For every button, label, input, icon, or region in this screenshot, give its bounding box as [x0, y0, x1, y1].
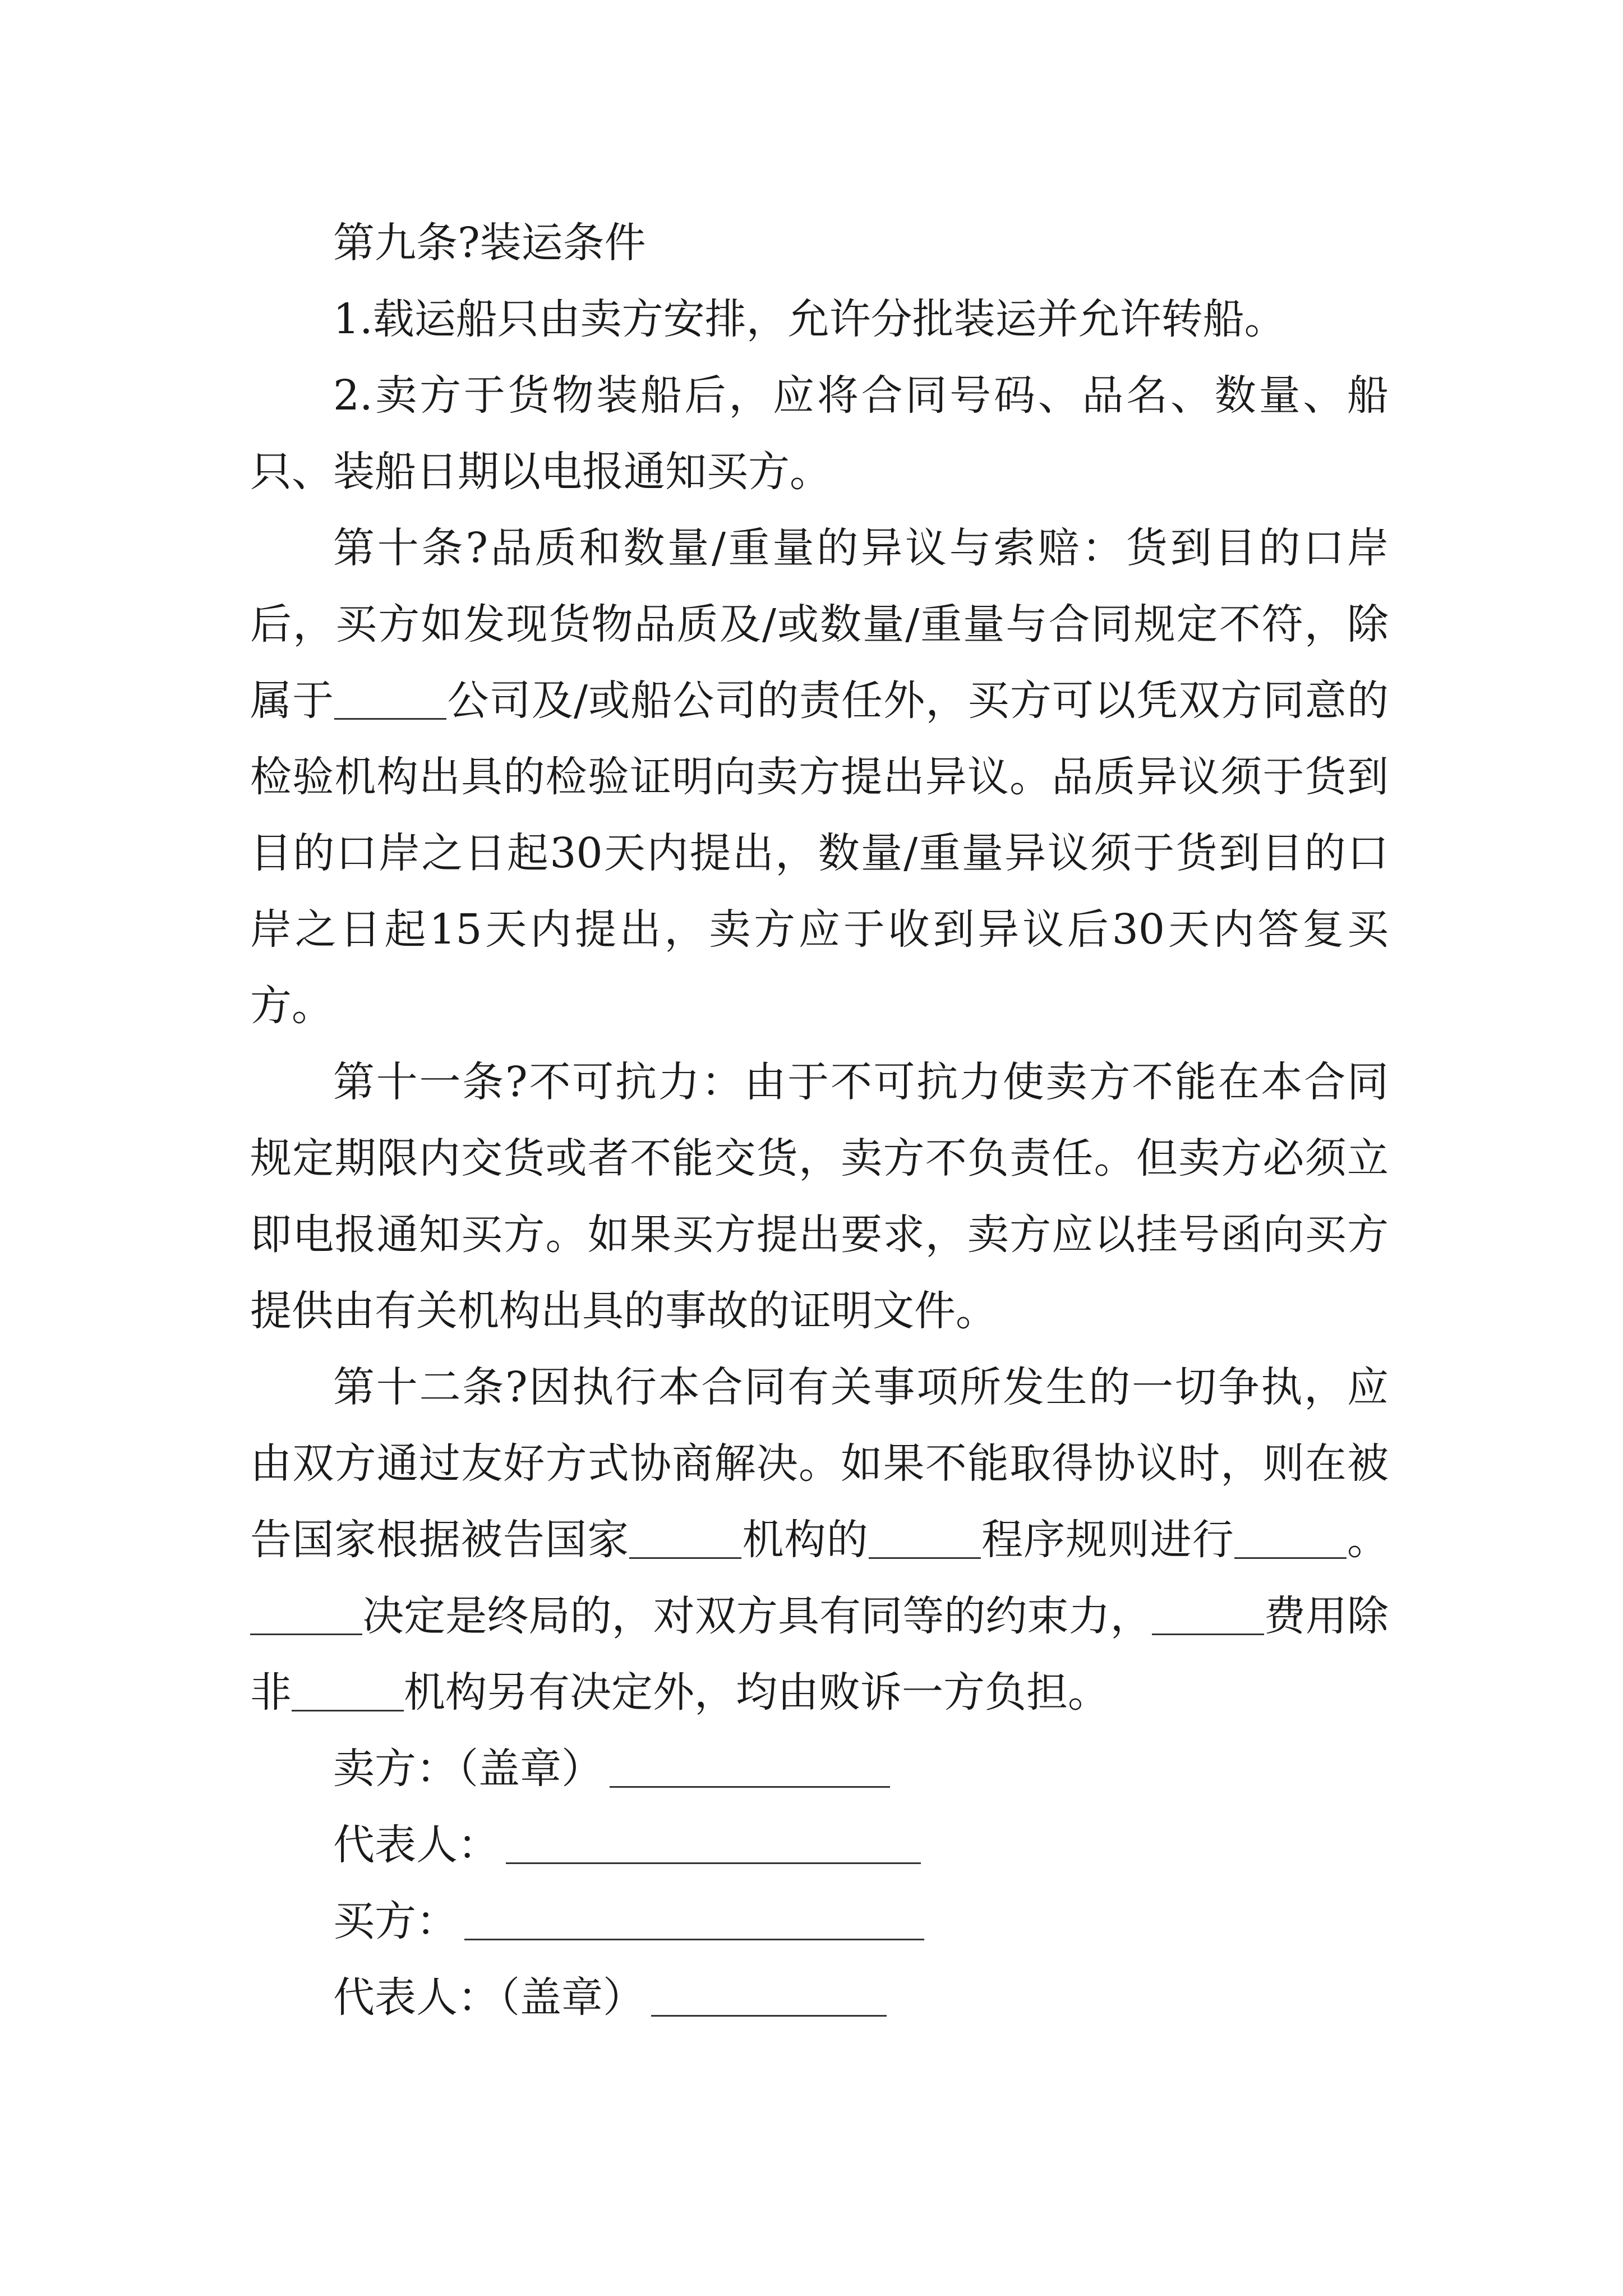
contract-body [250, 205, 1389, 2036]
blank-field [1234, 1516, 1347, 1559]
buyer-signature-field [464, 1897, 924, 1940]
buyer-rep-label: 代表人：（盖章） [333, 1973, 644, 2022]
seller-rep-signature-line [250, 1807, 1389, 1883]
buyer-label: 买方： [333, 1897, 458, 1945]
seller-rep-signature-field [506, 1821, 921, 1864]
article-12-part-2: 机构的 [741, 1516, 869, 1564]
article-12 [250, 1349, 1389, 1731]
article-12-part-4: 。 [1346, 1516, 1389, 1564]
seller-signature-field [610, 1745, 890, 1788]
article-10-part-2: 公司及/或船公司的责任外，买方可以凭双方同意的检验机构出具的检验证明向卖方提出异议。品质异议须于货到目的口岸之日起30天内提出，数量/重量异议须于货到目的口岸之日起15天内提出，卖方应于收到异议后30天内答复买方。 [250, 677, 1389, 1030]
article-10-part-1: 第十条?品质和数量/重量的异议与索赔：货到目的口岸后，买方如发现货物品质及/或数量/重量与合同规定不符，除属于 [250, 524, 1389, 725]
article-11: 第十一条?不可抗力：由于不可抗力使卖方不能在本合同规定期限内交货或者不能交货，卖方不负责任。但卖方必须立即电报通知买方。如果买方提出要求，卖方应以挂号函向买方提供由有关机构出具的事故的证明文件。 [250, 1058, 1389, 1335]
seller-rep-label: 代表人： [333, 1821, 499, 1869]
blank-field [1152, 1592, 1264, 1635]
blank-field [629, 1516, 741, 1559]
article-12-part-5: 决定是终局的，对双方具有同等的约束力， [362, 1592, 1152, 1640]
seller-signature-line [250, 1731, 1389, 1807]
article-12-part-1: 第十二条?因执行本合同有关事项所发生的一切争执，应由双方通过友好方式协商解决。如果不能取得协议时，则在被告国家根据被告国家 [250, 1363, 1389, 1564]
article-12-part-6: 费用除非 [250, 1592, 1389, 1717]
seller-label: 卖方：（盖章） [333, 1745, 603, 1793]
article-12-part-3: 程序规则进行 [980, 1516, 1234, 1564]
article-10 [250, 510, 1389, 1044]
article-12-part-7: 机构另有决定外，均由败诉一方负担。 [404, 1668, 1109, 1717]
blank-field [334, 677, 446, 720]
blank-field [292, 1668, 404, 1711]
buyer-signature-line [250, 1883, 1389, 1959]
article-9-item-2: 2.卖方于货物装船后，应将合同号码、品名、数量、船只、装船日期以电报通知买方。 [250, 371, 1389, 496]
blank-field [250, 1592, 362, 1635]
buyer-rep-signature-field [651, 1973, 887, 2017]
blank-field [869, 1516, 981, 1559]
buyer-rep-signature-line [250, 1959, 1389, 2036]
article-9-item-1: 1.载运船只由卖方安排，允许分批装运并允许转船。 [333, 295, 1286, 343]
article-9-heading: 第九条?装运条件 [333, 219, 646, 267]
